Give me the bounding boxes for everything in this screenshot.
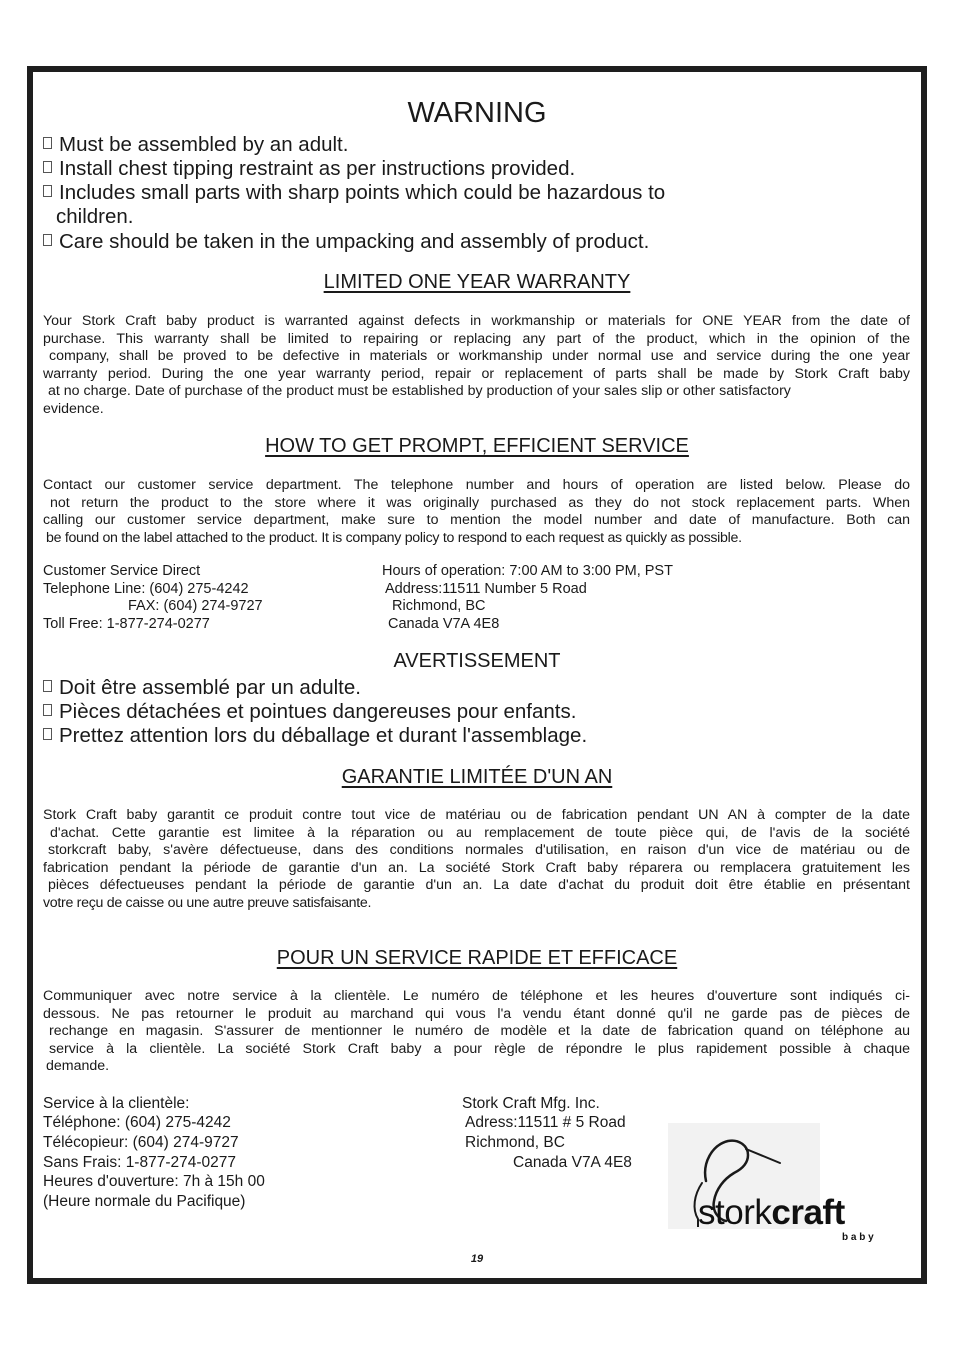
warning-title: WARNING [407,97,547,129]
warranty-fr-heading: GARANTIE LIMITÉE D'UN AN [341,766,613,788]
logo-tagline: b a b y [842,1232,874,1243]
bullet-box-icon [43,680,52,692]
service-fr-paragraph: Communiquer avec notre service à la clientèle. Le numéro de téléphone et les heures d'ouverture sont indiqués ci- dessous. Ne pas retourner le produit au marchand qui vous l'a vendu étant donné qu'il ne garde pas de pièces de rechange en magasin. S'assurer de mentionner le numéro de modèle et la date de fabrication quand on téléphone au service à la clientèle. La société Stork Craft baby a pour règle de répondre le plus rapidement possible à chaque demande. [43,988,910,1074]
warning-item-continued: children. [56,205,134,228]
storkcraft-logo [668,1123,894,1248]
contact-fr-line: Adress:11511 # 5 Road [465,1114,626,1131]
bullet-box-icon [43,234,52,246]
contact-en-line: Address:11511 Number 5 Road [385,581,587,597]
contact-en-line: Canada V7A 4E8 [388,616,500,632]
warning-item: Care should be taken in the umpacking and assembly of product. [43,230,649,254]
contact-fr-line: Télécopieur: (604) 274-9727 [43,1134,239,1151]
warning-item: Install chest tipping restraint as per instructions provided. [43,157,575,181]
avertissement-item: Pièces détachées et pointues dangereuses pour enfants. [43,700,576,724]
contact-fr-line: Richmond, BC [465,1134,565,1151]
avertissement-item: Doit être assemblé par un adulte. [43,676,361,700]
contact-fr-line: Canada V7A 4E8 [513,1154,632,1171]
warning-item: Includes small parts with sharp points which could be hazardous to [43,181,665,205]
warranty-en-heading: LIMITED ONE YEAR WARRANTY [323,271,631,293]
warranty-fr-paragraph: Stork Craft baby garantit ce produit contre tout vice de matériau ou de fabrication pendant UN AN à compter de la date d'achat. Cette garantie est limitee à la réparation ou au remplacement de toute pièce qui, de l'avis de la société storkcraft baby, s'avère défectueuse, dans des conditions normales d'utilisation, en raison d'un vice de matériau ou de fabrication pendant la période de garantie d'un an. La société Stork Craft baby réparera ou remplacera gratuitement les pièces défectueuses pendant la période de garantie d'un an. La date d'achat du produit doit être établie en présentant votre reçu de caisse ou une autre preuve satisfaisante. [43,807,910,911]
page-number: 19 [470,1253,484,1265]
contact-fr-line: Stork Craft Mfg. Inc. [462,1095,600,1112]
contact-en-line: Toll Free: 1-877-274-0277 [43,616,210,632]
contact-en-line: Richmond, BC [392,598,486,614]
bullet-box-icon [43,185,52,197]
logo-wordmark: storkcraft [698,1193,845,1232]
contact-fr-line: Heures d'ouverture: 7h à 15h 00 [43,1173,265,1190]
avertissement-title: AVERTISSEMENT [393,650,561,672]
contact-fr-line: Téléphone: (604) 275-4242 [43,1114,231,1131]
avertissement-item: Prettez attention lors du déballage et durant l'assemblage. [43,724,587,748]
contact-fr-line: (Heure normale du Pacifique) [43,1193,246,1210]
bullet-box-icon [43,161,52,173]
bullet-box-icon [43,728,52,740]
contact-fr-line: Service à la clientèle: [43,1095,190,1112]
bullet-box-icon [43,704,52,716]
contact-en-line: Hours of operation: 7:00 AM to 3:00 PM, PST [382,563,673,579]
contact-en-line: Telephone Line: (604) 275-4242 [43,581,249,597]
service-en-heading: HOW TO GET PROMPT, EFFICIENT SERVICE [265,435,689,457]
service-fr-heading: POUR UN SERVICE RAPIDE ET EFFICACE [276,947,678,969]
warning-item: Must be assembled by an adult. [43,133,348,157]
contact-en-line: FAX: (604) 274-9727 [128,598,263,614]
bullet-box-icon [43,137,52,149]
service-en-paragraph: Contact our customer service department. The telephone number and hours of operation are listed below. Please do not return the product to the store where it was originally purchased as they do not stock replacement parts. When calling our customer service department, make sure to mention the model number and date of manufacture. Both can be found on the label attached to the product. It is company policy to respond to each request as quickly as possible. [43,477,910,546]
contact-en-line: Customer Service Direct [43,563,201,579]
warranty-en-paragraph: Your Stork Craft baby product is warranted against defects in workmanship or materials for ONE YEAR from the date of purchase. This warranty shall be limited to repairing or replacing any part of the product, which in the opinion of the company, shall be proved to be defective in materials or workmanship under normal use and service during the one year warranty period. During the one year warranty period, repair or replacement of parts shall be made by Stork Craft baby at no charge. Date of purchase of the product must be established by production of your sales slip or other satisfactory evidence. [43,313,910,417]
contact-fr-line: Sans Frais: 1-877-274-0277 [43,1154,237,1171]
